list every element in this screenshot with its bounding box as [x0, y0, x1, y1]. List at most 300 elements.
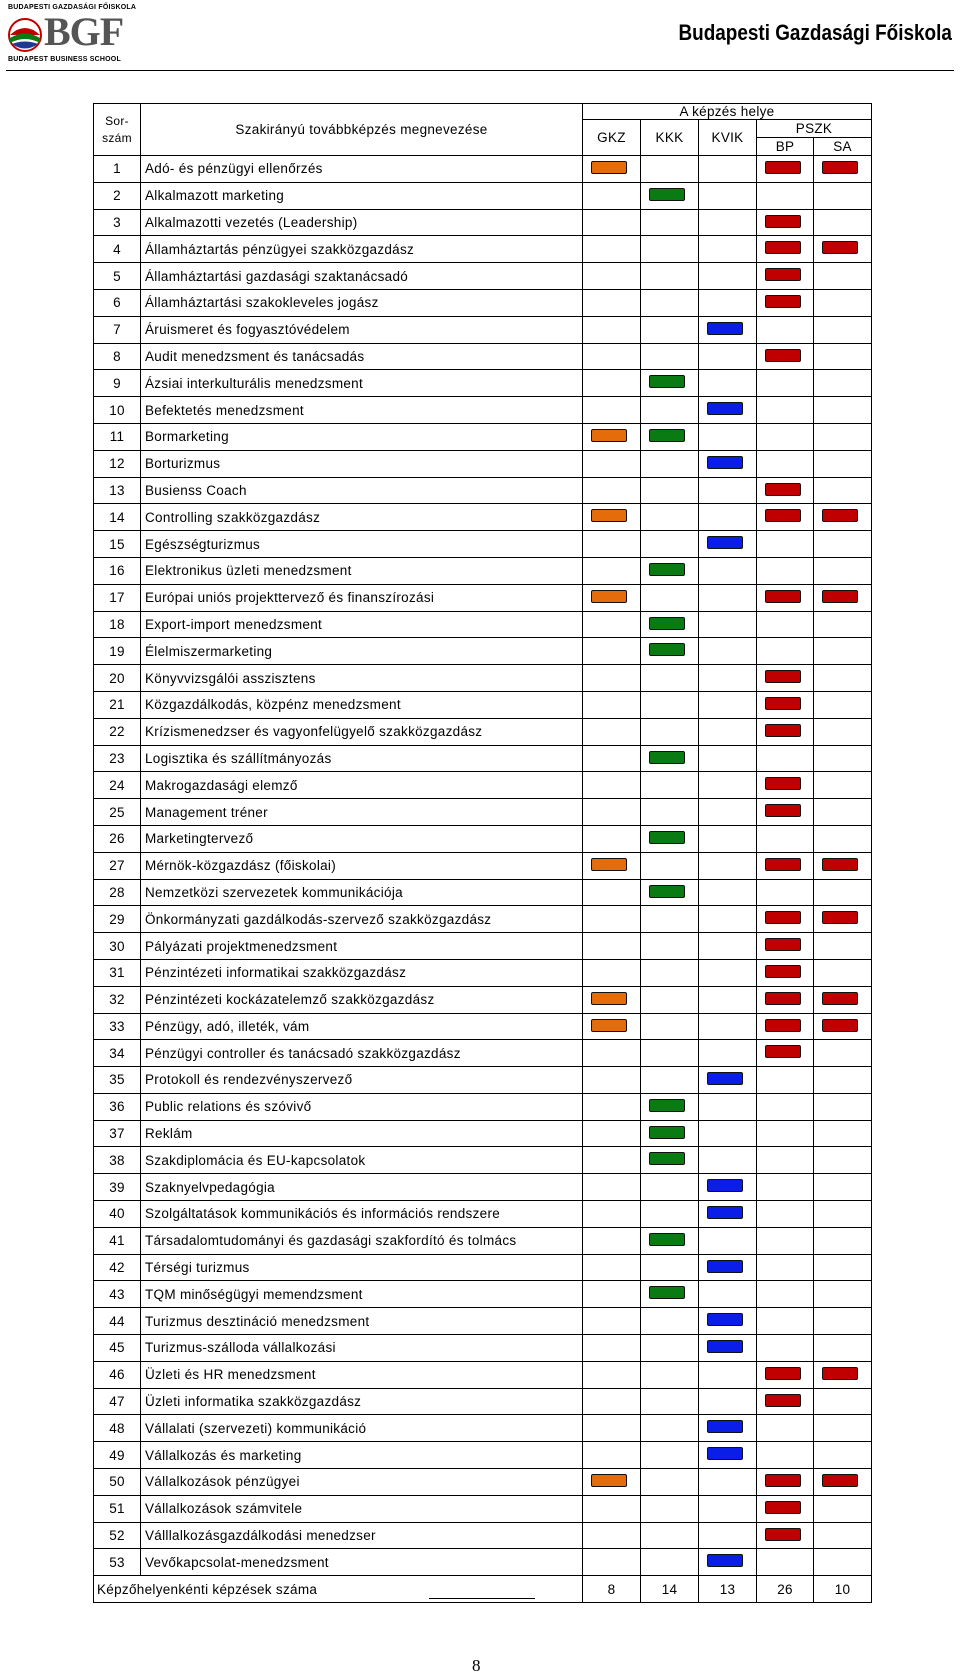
- table-row: [94, 1469, 872, 1496]
- programs-table: [93, 103, 872, 1603]
- cell-sa: [814, 933, 872, 960]
- cell-gkz: [583, 799, 641, 826]
- cell-gkz: [583, 209, 641, 236]
- marker-bp: [765, 858, 801, 871]
- row-number: 42: [94, 1254, 141, 1281]
- row-number: 25: [94, 799, 141, 826]
- table-row: [94, 263, 872, 290]
- marker-bp: [765, 1394, 801, 1407]
- program-name: Egészségturizmus: [141, 531, 583, 558]
- program-name: Bormarketing: [141, 423, 583, 450]
- table-row: [94, 289, 872, 316]
- cell-kvik: [699, 772, 757, 799]
- marker-kkk: [649, 1233, 685, 1246]
- marker-bp: [765, 1367, 801, 1380]
- marker-sa: [822, 858, 858, 871]
- program-name: Reklám: [141, 1120, 583, 1147]
- cell-bp: [757, 933, 814, 960]
- cell-kkk: [641, 1174, 699, 1201]
- table-row: [94, 1254, 872, 1281]
- cell-kvik: [699, 289, 757, 316]
- cell-kkk: [641, 584, 699, 611]
- marker-sa: [822, 911, 858, 924]
- row-number: 36: [94, 1093, 141, 1120]
- cell-gkz: [583, 1308, 641, 1335]
- cell-gkz: [583, 1067, 641, 1094]
- cell-bp: [757, 531, 814, 558]
- cell-kkk: [641, 531, 699, 558]
- marker-kkk: [649, 751, 685, 764]
- row-number: 5: [94, 263, 141, 290]
- cell-kvik: [699, 477, 757, 504]
- cell-kkk: [641, 1361, 699, 1388]
- row-number: 15: [94, 531, 141, 558]
- row-number: 46: [94, 1361, 141, 1388]
- cell-kkk: [641, 370, 699, 397]
- cell-kkk: [641, 1093, 699, 1120]
- cell-kvik: [699, 959, 757, 986]
- cell-kvik: [699, 1335, 757, 1362]
- table-row: [94, 316, 872, 343]
- cell-kkk: [641, 799, 699, 826]
- cell-bp: [757, 504, 814, 531]
- marker-bp: [765, 965, 801, 978]
- cell-kkk: [641, 611, 699, 638]
- cell-kvik: [699, 1227, 757, 1254]
- cell-kvik: [699, 1093, 757, 1120]
- marker-kvik: [707, 322, 743, 335]
- program-name: Mérnök-közgazdász (főiskolai): [141, 852, 583, 879]
- marker-kvik: [707, 1206, 743, 1219]
- cell-gkz: [583, 557, 641, 584]
- cell-bp: [757, 611, 814, 638]
- cell-kkk: [641, 638, 699, 665]
- bgf-logo: [6, 4, 138, 64]
- cell-bp: [757, 825, 814, 852]
- cell-bp: [757, 1227, 814, 1254]
- program-name: Szolgáltatások kommunikációs és információs rendszere: [141, 1201, 583, 1228]
- marker-kvik: [707, 536, 743, 549]
- cell-bp: [757, 477, 814, 504]
- cell-kvik: [699, 611, 757, 638]
- marker-kkk: [649, 1286, 685, 1299]
- cell-bp: [757, 1174, 814, 1201]
- cell-gkz: [583, 825, 641, 852]
- row-number: 50: [94, 1469, 141, 1496]
- program-name: TQM minőségügyi memendzsment: [141, 1281, 583, 1308]
- cell-kvik: [699, 1442, 757, 1469]
- cell-bp: [757, 423, 814, 450]
- cell-sa: [814, 1067, 872, 1094]
- row-number: 45: [94, 1335, 141, 1362]
- cell-gkz: [583, 1040, 641, 1067]
- marker-kvik: [707, 1072, 743, 1085]
- cell-kkk: [641, 477, 699, 504]
- row-number: 49: [94, 1442, 141, 1469]
- cell-sa: [814, 1254, 872, 1281]
- cell-gkz: [583, 1174, 641, 1201]
- marker-kvik: [707, 456, 743, 469]
- cell-kvik: [699, 1361, 757, 1388]
- cell-sa: [814, 477, 872, 504]
- table-row: [94, 1308, 872, 1335]
- program-name: Válllalkozásgazdálkodási menedzser: [141, 1522, 583, 1549]
- table-row: [94, 423, 872, 450]
- cell-kvik: [699, 933, 757, 960]
- row-number: 34: [94, 1040, 141, 1067]
- cell-bp: [757, 1308, 814, 1335]
- cell-kvik: [699, 531, 757, 558]
- program-name: Busienss Coach: [141, 477, 583, 504]
- cell-bp: [757, 397, 814, 424]
- cell-sa: [814, 557, 872, 584]
- table-row: [94, 1442, 872, 1469]
- cell-gkz: [583, 638, 641, 665]
- cell-gkz: [583, 531, 641, 558]
- cell-bp: [757, 906, 814, 933]
- row-number: 33: [94, 1013, 141, 1040]
- cell-sa: [814, 611, 872, 638]
- table-row: [94, 1067, 872, 1094]
- cell-kvik: [699, 156, 757, 183]
- cell-kvik: [699, 1013, 757, 1040]
- cell-sa: [814, 772, 872, 799]
- program-name: Ázsiai interkulturális menedzsment: [141, 370, 583, 397]
- cell-kkk: [641, 691, 699, 718]
- cell-kkk: [641, 263, 699, 290]
- cell-sa: [814, 1495, 872, 1522]
- cell-gkz: [583, 1147, 641, 1174]
- cell-bp: [757, 1415, 814, 1442]
- cell-gkz: [583, 906, 641, 933]
- cell-kvik: [699, 557, 757, 584]
- cell-bp: [757, 879, 814, 906]
- cell-kkk: [641, 1308, 699, 1335]
- cell-bp: [757, 986, 814, 1013]
- cell-bp: [757, 1201, 814, 1228]
- marker-kvik: [707, 1447, 743, 1460]
- cell-bp: [757, 665, 814, 692]
- cell-kvik: [699, 182, 757, 209]
- cell-gkz: [583, 397, 641, 424]
- cell-sa: [814, 906, 872, 933]
- marker-kkk: [649, 429, 685, 442]
- cell-gkz: [583, 1254, 641, 1281]
- logo-emblem-icon: [6, 13, 44, 53]
- table-row: [94, 825, 872, 852]
- marker-bp: [765, 724, 801, 737]
- row-number: 4: [94, 236, 141, 263]
- row-number: 13: [94, 477, 141, 504]
- cell-kvik: [699, 1308, 757, 1335]
- table-row: [94, 450, 872, 477]
- cell-kkk: [641, 933, 699, 960]
- program-name: Befektetés menedzsment: [141, 397, 583, 424]
- cell-kvik: [699, 423, 757, 450]
- cell-gkz: [583, 236, 641, 263]
- cell-gkz: [583, 477, 641, 504]
- header-kkk: KKK: [641, 120, 699, 156]
- cell-kkk: [641, 1013, 699, 1040]
- table-row: [94, 611, 872, 638]
- marker-bp: [765, 1528, 801, 1541]
- program-name: Public relations és szóvivő: [141, 1093, 583, 1120]
- cell-kvik: [699, 1254, 757, 1281]
- row-number: 7: [94, 316, 141, 343]
- table-row: [94, 638, 872, 665]
- cell-kvik: [699, 1469, 757, 1496]
- row-number: 32: [94, 986, 141, 1013]
- cell-kkk: [641, 423, 699, 450]
- cell-sa: [814, 263, 872, 290]
- table-row: [94, 959, 872, 986]
- cell-kkk: [641, 1067, 699, 1094]
- cell-kvik: [699, 209, 757, 236]
- cell-gkz: [583, 1361, 641, 1388]
- cell-bp: [757, 156, 814, 183]
- cell-kkk: [641, 879, 699, 906]
- cell-gkz: [583, 316, 641, 343]
- program-name: Vevőkapcsolat-menedzsment: [141, 1549, 583, 1576]
- cell-kvik: [699, 1120, 757, 1147]
- row-number: 10: [94, 397, 141, 424]
- header-divider: [6, 70, 954, 71]
- table-row: [94, 1013, 872, 1040]
- row-number: 44: [94, 1308, 141, 1335]
- cell-kvik: [699, 450, 757, 477]
- cell-sa: [814, 450, 872, 477]
- cell-kvik: [699, 584, 757, 611]
- row-number: 12: [94, 450, 141, 477]
- marker-kkk: [649, 831, 685, 844]
- marker-bp: [765, 268, 801, 281]
- row-number: 22: [94, 718, 141, 745]
- header-program-name: Szakirányú továbbképzés megnevezése: [141, 104, 583, 156]
- marker-kvik: [707, 1554, 743, 1567]
- program-name: Turizmus-szálloda vállalkozási: [141, 1335, 583, 1362]
- table-row: [94, 1147, 872, 1174]
- cell-sa: [814, 1361, 872, 1388]
- header-location-group: A képzés helye: [583, 104, 872, 120]
- table-row: [94, 1335, 872, 1362]
- cell-sa: [814, 825, 872, 852]
- cell-bp: [757, 852, 814, 879]
- table-row: [94, 343, 872, 370]
- program-name: Áruismeret és fogyasztóvédelem: [141, 316, 583, 343]
- cell-bp: [757, 289, 814, 316]
- row-number: 31: [94, 959, 141, 986]
- cell-bp: [757, 718, 814, 745]
- cell-bp: [757, 1495, 814, 1522]
- cell-bp: [757, 263, 814, 290]
- cell-bp: [757, 370, 814, 397]
- marker-kkk: [649, 643, 685, 656]
- marker-kkk: [649, 1126, 685, 1139]
- cell-bp: [757, 1147, 814, 1174]
- cell-kkk: [641, 397, 699, 424]
- cell-bp: [757, 1254, 814, 1281]
- cell-kkk: [641, 1201, 699, 1228]
- cell-kkk: [641, 236, 699, 263]
- cell-sa: [814, 1522, 872, 1549]
- cell-kvik: [699, 1522, 757, 1549]
- cell-sa: [814, 584, 872, 611]
- cell-kvik: [699, 879, 757, 906]
- cell-kkk: [641, 906, 699, 933]
- cell-kvik: [699, 1549, 757, 1576]
- table-row: [94, 665, 872, 692]
- total-kvik: 13: [699, 1576, 757, 1603]
- cell-kkk: [641, 959, 699, 986]
- program-name: Könyvvizsgálói asszisztens: [141, 665, 583, 692]
- table-row: [94, 1549, 872, 1576]
- program-name: Élelmiszermarketing: [141, 638, 583, 665]
- cell-sa: [814, 289, 872, 316]
- totals-label: Képzőhelyenkénti képzések száma: [94, 1576, 583, 1603]
- cell-kkk: [641, 1442, 699, 1469]
- cell-sa: [814, 1442, 872, 1469]
- program-name: Management tréner: [141, 799, 583, 826]
- program-name: Államháztartás pénzügyei szakközgazdász: [141, 236, 583, 263]
- marker-kvik: [707, 402, 743, 415]
- row-number: 48: [94, 1415, 141, 1442]
- program-name: Protokoll és rendezvényszervező: [141, 1067, 583, 1094]
- cell-bp: [757, 584, 814, 611]
- cell-sa: [814, 343, 872, 370]
- row-number: 29: [94, 906, 141, 933]
- total-kkk: 14: [641, 1576, 699, 1603]
- cell-bp: [757, 209, 814, 236]
- marker-gkz: [591, 590, 627, 603]
- table-row: [94, 557, 872, 584]
- cell-sa: [814, 1147, 872, 1174]
- cell-gkz: [583, 879, 641, 906]
- cell-bp: [757, 182, 814, 209]
- table-row: [94, 1415, 872, 1442]
- cell-gkz: [583, 718, 641, 745]
- cell-sa: [814, 1549, 872, 1576]
- row-number: 30: [94, 933, 141, 960]
- cell-gkz: [583, 1442, 641, 1469]
- row-number: 37: [94, 1120, 141, 1147]
- table-row: [94, 772, 872, 799]
- cell-sa: [814, 397, 872, 424]
- cell-sa: [814, 1388, 872, 1415]
- table-row: [94, 370, 872, 397]
- cell-sa: [814, 1174, 872, 1201]
- table-row: [94, 852, 872, 879]
- cell-kvik: [699, 1174, 757, 1201]
- table-row: [94, 1093, 872, 1120]
- cell-bp: [757, 799, 814, 826]
- marker-gkz: [591, 858, 627, 871]
- program-name: Alkalmazotti vezetés (Leadership): [141, 209, 583, 236]
- cell-kvik: [699, 1067, 757, 1094]
- cell-kkk: [641, 1388, 699, 1415]
- cell-gkz: [583, 1201, 641, 1228]
- cell-gkz: [583, 1495, 641, 1522]
- cell-kvik: [699, 665, 757, 692]
- cell-sa: [814, 638, 872, 665]
- marker-kkk: [649, 563, 685, 576]
- marker-sa: [822, 509, 858, 522]
- cell-bp: [757, 1442, 814, 1469]
- cell-kkk: [641, 156, 699, 183]
- row-number: 24: [94, 772, 141, 799]
- program-name: Pénzintézeti kockázatelemző szakközgazdász: [141, 986, 583, 1013]
- cell-kkk: [641, 289, 699, 316]
- cell-bp: [757, 1335, 814, 1362]
- table-row: [94, 799, 872, 826]
- program-name: Makrogazdasági elemző: [141, 772, 583, 799]
- cell-kkk: [641, 1120, 699, 1147]
- program-name: Önkormányzati gazdálkodás-szervező szakközgazdász: [141, 906, 583, 933]
- cell-sa: [814, 959, 872, 986]
- marker-bp: [765, 804, 801, 817]
- row-number: 41: [94, 1227, 141, 1254]
- table-row: [94, 397, 872, 424]
- cell-kkk: [641, 745, 699, 772]
- marker-kkk: [649, 885, 685, 898]
- cell-kkk: [641, 718, 699, 745]
- school-name: Budapesti Gazdasági Főiskola: [678, 20, 952, 45]
- logo-top-text: BUDAPESTI GAZDASÁGI FŐISKOLA: [8, 4, 137, 11]
- cell-kvik: [699, 504, 757, 531]
- page-number: 8: [472, 1656, 481, 1675]
- cell-bp: [757, 959, 814, 986]
- marker-sa: [822, 1474, 858, 1487]
- marker-kkk: [649, 617, 685, 630]
- cell-gkz: [583, 584, 641, 611]
- table-row: [94, 531, 872, 558]
- marker-kvik: [707, 1340, 743, 1353]
- logo-mark: BGF: [44, 9, 124, 54]
- marker-kkk: [649, 188, 685, 201]
- program-name: Elektronikus üzleti menedzsment: [141, 557, 583, 584]
- header-gkz: GKZ: [583, 120, 641, 156]
- cell-kkk: [641, 1549, 699, 1576]
- cell-kkk: [641, 986, 699, 1013]
- cell-kvik: [699, 1147, 757, 1174]
- table-row: [94, 504, 872, 531]
- cell-kkk: [641, 1495, 699, 1522]
- program-name: Pénzügyi controller és tanácsadó szakközgazdász: [141, 1040, 583, 1067]
- program-name: Vállalkozás és marketing: [141, 1442, 583, 1469]
- marker-gkz: [591, 992, 627, 1005]
- cell-gkz: [583, 1227, 641, 1254]
- cell-gkz: [583, 933, 641, 960]
- marker-bp: [765, 241, 801, 254]
- marker-gkz: [591, 509, 627, 522]
- cell-kvik: [699, 263, 757, 290]
- cell-kvik: [699, 1415, 757, 1442]
- cell-sa: [814, 1415, 872, 1442]
- program-name: Európai uniós projekttervező és finanszírozási: [141, 584, 583, 611]
- marker-bp: [765, 1045, 801, 1058]
- cell-sa: [814, 1040, 872, 1067]
- marker-kkk: [649, 1099, 685, 1112]
- table-row: [94, 477, 872, 504]
- marker-bp: [765, 1019, 801, 1032]
- row-number: 47: [94, 1388, 141, 1415]
- marker-kkk: [649, 1152, 685, 1165]
- row-number: 40: [94, 1201, 141, 1228]
- cell-gkz: [583, 504, 641, 531]
- cell-sa: [814, 691, 872, 718]
- table-row: [94, 584, 872, 611]
- cell-sa: [814, 879, 872, 906]
- cell-kkk: [641, 665, 699, 692]
